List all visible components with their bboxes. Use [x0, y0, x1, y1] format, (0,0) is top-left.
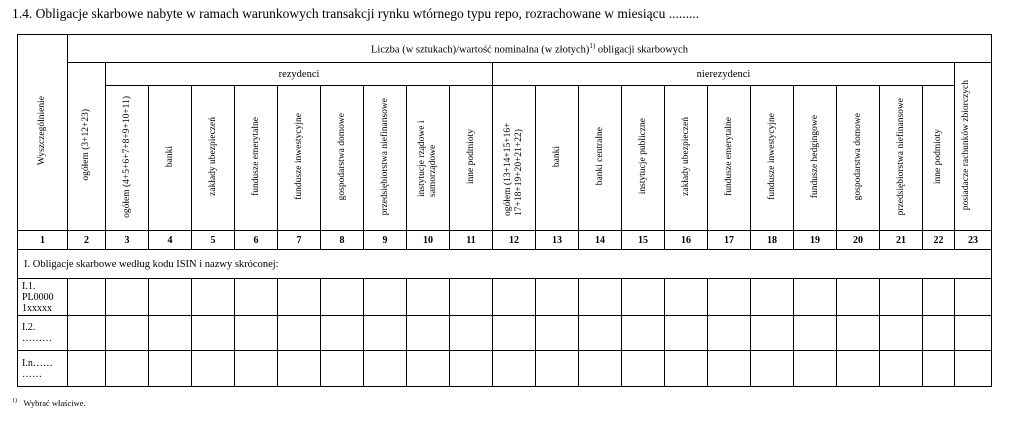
col-header-10: instytucje rządowe i samorządowe [407, 86, 450, 231]
col-header-17: fundusze emerytalne [708, 86, 751, 231]
column-number: 8 [321, 231, 364, 250]
entry-cell[interactable] [278, 316, 321, 351]
column-number: 11 [450, 231, 493, 250]
entry-cell[interactable] [536, 279, 579, 316]
entry-cell[interactable] [794, 316, 837, 351]
col-header-11: inne podmioty [450, 86, 493, 231]
entry-cell[interactable] [665, 316, 708, 351]
col-header-6: fundusze emerytalne [235, 86, 278, 231]
entry-cell[interactable] [235, 279, 278, 316]
page-title: 1.4. Obligacje skarbowe nabyte w ramach warunkowych transakcji rynku wtórnego typu repo, rozrachowane w miesiącu ......... [12, 6, 700, 21]
col-header-4: banki [149, 86, 192, 231]
column-number: 14 [579, 231, 622, 250]
entry-cell[interactable] [235, 351, 278, 387]
col-header-13: banki [536, 86, 579, 231]
entry-cell[interactable] [880, 351, 923, 387]
column-number: 1 [18, 231, 68, 250]
col-header-23: posiadacze rachunków zbiorczych [955, 63, 992, 231]
column-number: 21 [880, 231, 923, 250]
col-header-5: zakłady ubezpieczeń [192, 86, 235, 231]
col-header-3: ogółem (4+5+6+7+8+9+10+11) [106, 86, 149, 231]
col-header-20: gospodarstwa domowe [837, 86, 880, 231]
main-group-header: Liczba (w sztukach)/wartość nominalna (w złotych)$^{1)}$ obligacji skarbowych [68, 35, 992, 63]
entry-cell[interactable] [880, 279, 923, 316]
entry-cell[interactable] [450, 316, 493, 351]
entry-cell[interactable] [407, 316, 450, 351]
col-header-2: ogółem (3+12+23) [68, 63, 106, 231]
column-number: 9 [364, 231, 407, 250]
column-number: 6 [235, 231, 278, 250]
column-number: 20 [837, 231, 880, 250]
entry-cell[interactable] [751, 316, 794, 351]
column-number: 7 [278, 231, 321, 250]
entry-cell[interactable] [149, 351, 192, 387]
entry-cell[interactable] [106, 316, 149, 351]
column-number-row [18, 231, 992, 250]
row-label-header: Wyszczególnienie [18, 35, 68, 231]
entry-cell[interactable] [278, 351, 321, 387]
entry-cell[interactable] [622, 279, 665, 316]
entry-cell[interactable] [923, 351, 955, 387]
entry-cell[interactable] [149, 316, 192, 351]
entry-cell[interactable] [751, 351, 794, 387]
entry-cell[interactable] [493, 351, 536, 387]
col-header-22: inne podmioty [923, 86, 955, 231]
col-header-18: fundusze inwestycyjne [751, 86, 794, 231]
column-number: 2 [68, 231, 106, 250]
entry-cell[interactable] [837, 316, 880, 351]
row-label: I.1. PL0000 1xxxxx [18, 279, 68, 316]
col-header-12: ogółem (13+14+15+16+ 17+18+19+20+21+22) [493, 86, 536, 231]
col-header-19: fundusze hedgingowe [794, 86, 837, 231]
entry-cell[interactable] [235, 316, 278, 351]
column-number: 18 [751, 231, 794, 250]
nonresidents-header: nierezydenci [493, 63, 955, 86]
entry-cell[interactable] [364, 351, 407, 387]
entry-cell[interactable] [68, 279, 106, 316]
entry-cell[interactable] [955, 279, 992, 316]
table-row [18, 351, 992, 387]
footnote: $^{1)}$ Wybrać właściwe. [12, 398, 86, 408]
entry-cell[interactable] [665, 279, 708, 316]
entry-cell[interactable] [321, 316, 364, 351]
entry-cell[interactable] [278, 279, 321, 316]
entry-cell[interactable] [708, 316, 751, 351]
column-number: 5 [192, 231, 235, 250]
entry-cell[interactable] [68, 351, 106, 387]
entry-cell[interactable] [407, 351, 450, 387]
entry-cell[interactable] [880, 316, 923, 351]
entry-cell[interactable] [622, 351, 665, 387]
entry-cell[interactable] [837, 279, 880, 316]
entry-cell[interactable] [364, 279, 407, 316]
row-label: I.2. ……… [18, 316, 68, 351]
entry-cell[interactable] [579, 279, 622, 316]
entry-cell[interactable] [708, 279, 751, 316]
entry-cell[interactable] [536, 351, 579, 387]
residents-header: rezydenci [106, 63, 493, 86]
column-number: 10 [407, 231, 450, 250]
entry-cell[interactable] [450, 351, 493, 387]
entry-cell[interactable] [622, 316, 665, 351]
entry-cell[interactable] [149, 279, 192, 316]
entry-cell[interactable] [364, 316, 407, 351]
col-header-8: gospodarstwa domowe [321, 86, 364, 231]
entry-cell[interactable] [106, 279, 149, 316]
column-number: 3 [106, 231, 149, 250]
entry-cell[interactable] [837, 351, 880, 387]
entry-cell[interactable] [321, 279, 364, 316]
col-header-7: fundusze inwestycyjne [278, 86, 321, 231]
col-header-15: instytucje publiczne [622, 86, 665, 231]
entry-cell[interactable] [450, 279, 493, 316]
entry-cell[interactable] [68, 316, 106, 351]
entry-cell[interactable] [321, 351, 364, 387]
entry-cell[interactable] [794, 279, 837, 316]
entry-cell[interactable] [955, 351, 992, 387]
col-header-14: banki centralne [579, 86, 622, 231]
table-row [18, 279, 992, 316]
entry-cell[interactable] [192, 279, 235, 316]
entry-cell[interactable] [493, 279, 536, 316]
entry-cell[interactable] [955, 316, 992, 351]
entry-cell[interactable] [106, 351, 149, 387]
entry-cell[interactable] [665, 351, 708, 387]
entry-cell[interactable] [192, 316, 235, 351]
entry-cell[interactable] [923, 279, 955, 316]
entry-cell[interactable] [708, 351, 751, 387]
entry-cell[interactable] [751, 279, 794, 316]
entry-cell[interactable] [794, 351, 837, 387]
col-header-16: zakłady ubezpieczeń [665, 86, 708, 231]
entry-cell[interactable] [192, 351, 235, 387]
col-header-9: przedsiębiorstwa niefinansowe [364, 86, 407, 231]
column-number: 22 [923, 231, 955, 250]
report-table [17, 34, 992, 387]
section-heading: I. Obligacje skarbowe według kodu ISIN i nazwy skróconej: [18, 250, 992, 279]
entry-cell[interactable] [579, 351, 622, 387]
entry-cell[interactable] [536, 316, 579, 351]
table-row [18, 316, 992, 351]
entry-cell[interactable] [923, 316, 955, 351]
col-header-21: przedsiębiorstwa niefinansowe [880, 86, 923, 231]
column-number: 16 [665, 231, 708, 250]
column-number: 12 [493, 231, 536, 250]
entry-cell[interactable] [579, 316, 622, 351]
entry-cell[interactable] [407, 279, 450, 316]
column-number: 13 [536, 231, 579, 250]
column-number: 4 [149, 231, 192, 250]
column-number: 17 [708, 231, 751, 250]
column-number: 15 [622, 231, 665, 250]
column-number: 19 [794, 231, 837, 250]
column-number: 23 [955, 231, 992, 250]
entry-cell[interactable] [493, 316, 536, 351]
row-label: I.n…… …… [18, 351, 68, 387]
